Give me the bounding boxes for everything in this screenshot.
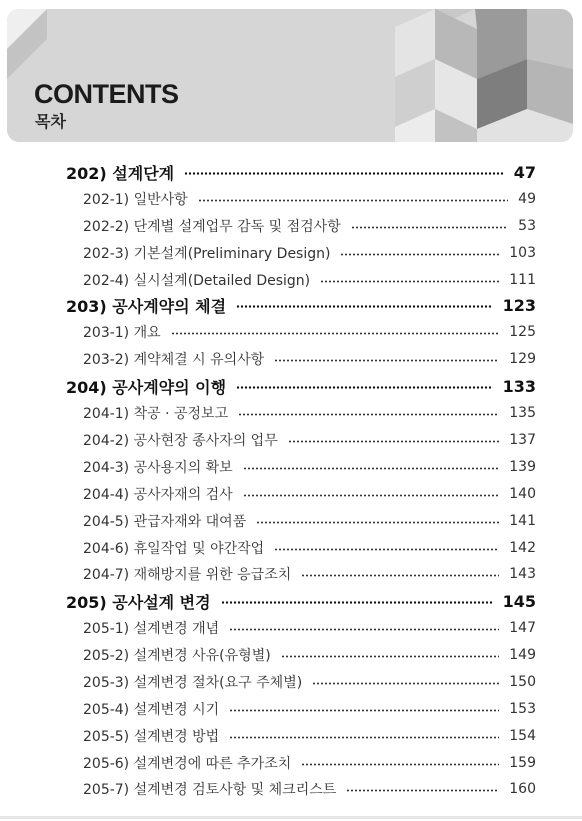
- toc-section-title: 202-4) 실시설계(Detailed Design): [83, 273, 311, 289]
- dot-leader: [238, 413, 499, 416]
- toc-section-title: 205-2) 설계변경 사유(유형별): [83, 648, 271, 664]
- toc-section[interactable]: [83, 457, 536, 477]
- toc-chapter[interactable]: [66, 590, 536, 613]
- dot-leader: [301, 763, 499, 766]
- toc-chapter-title: 204) 공사계약의 이행: [66, 378, 227, 397]
- toc-page-number: 137: [509, 432, 536, 448]
- contents-header: [7, 9, 573, 142]
- toc-page-number: 149: [509, 647, 536, 663]
- toc-page-number: 125: [509, 324, 536, 340]
- toc-page-number: 153: [509, 701, 536, 717]
- toc-section[interactable]: [83, 618, 536, 638]
- toc-section-title: 205-6) 설계변경에 따른 추가조치: [83, 756, 292, 772]
- page-subtitle: 목차: [35, 112, 66, 131]
- toc-chapter-title: 205) 공사설계 변경: [66, 593, 211, 612]
- toc-section[interactable]: [83, 726, 536, 746]
- toc-section-title: 202-2) 단계별 설계업무 감독 및 점검사항: [83, 219, 341, 235]
- dot-leader: [229, 736, 499, 739]
- toc-section[interactable]: [83, 430, 536, 450]
- dot-leader: [274, 548, 499, 551]
- dot-leader: [243, 467, 500, 470]
- toc-section-title: 202-3) 기본설계(Preliminary Design): [83, 246, 331, 262]
- toc-page-number: 147: [509, 620, 536, 636]
- dot-leader: [198, 199, 508, 202]
- footer-divider: [0, 816, 582, 819]
- toc-page-number: 150: [509, 674, 536, 690]
- dot-leader: [184, 172, 504, 175]
- dot-leader: [221, 601, 493, 604]
- toc-chapter[interactable]: [66, 294, 536, 317]
- toc-section-title: 204-6) 휴일작업 및 야간작업: [83, 541, 265, 557]
- toc-section[interactable]: [83, 484, 536, 504]
- dot-leader: [312, 682, 499, 685]
- toc-page-number: 140: [509, 486, 536, 502]
- toc-section[interactable]: [83, 779, 536, 799]
- dot-leader: [236, 386, 493, 389]
- toc-section[interactable]: [83, 270, 536, 290]
- toc-section-title: 204-1) 착공 · 공정보고: [83, 406, 229, 422]
- toc-section[interactable]: [83, 753, 536, 773]
- toc-page-number: 139: [509, 459, 536, 475]
- toc-section-title: 203-2) 계약체결 시 유의사항: [83, 352, 265, 368]
- toc-chapter-title: 203) 공사계약의 체결: [66, 297, 227, 316]
- toc-section[interactable]: [83, 699, 536, 719]
- dot-leader: [340, 253, 499, 256]
- toc-chapter[interactable]: [66, 375, 536, 398]
- toc-section[interactable]: [83, 322, 536, 342]
- toc-section[interactable]: [83, 511, 536, 531]
- toc-section[interactable]: [83, 189, 536, 209]
- dot-leader: [351, 226, 508, 229]
- toc-page-number: 129: [509, 351, 536, 367]
- toc-section[interactable]: [83, 243, 536, 263]
- dot-leader: [274, 359, 499, 362]
- toc-section-title: 205-1) 설계변경 개념: [83, 621, 220, 637]
- dot-leader: [229, 628, 499, 631]
- toc-page-number: 133: [502, 377, 536, 396]
- toc-section[interactable]: [83, 672, 536, 692]
- dot-leader: [256, 521, 499, 524]
- toc-section[interactable]: [83, 403, 536, 423]
- toc-chapter[interactable]: [66, 161, 536, 184]
- dot-leader: [288, 440, 500, 443]
- toc-section-title: 205-7) 설계변경 검토사항 및 체크리스트: [83, 782, 337, 798]
- page-title: CONTENTS: [34, 79, 179, 109]
- toc-page-number: 143: [509, 566, 536, 582]
- toc-page-number: 111: [509, 272, 536, 288]
- toc-page-number: 141: [509, 513, 536, 529]
- dot-leader: [320, 280, 499, 283]
- toc-section[interactable]: [83, 645, 536, 665]
- toc-section-title: 204-3) 공사용지의 확보: [83, 460, 233, 476]
- dot-leader: [301, 574, 499, 577]
- toc-page-number: 49: [518, 191, 536, 207]
- toc-section[interactable]: [83, 349, 536, 369]
- dot-leader: [243, 494, 500, 497]
- toc-section-title: 205-3) 설계변경 절차(요구 주체별): [83, 675, 303, 691]
- toc-section-title: 205-5) 설계변경 방법: [83, 729, 220, 745]
- dot-leader: [236, 305, 493, 308]
- toc-chapter-title: 202) 설계단계: [66, 164, 175, 183]
- toc-page-number: 160: [509, 781, 536, 797]
- toc-section-title: 204-5) 관급자재와 대여품: [83, 514, 247, 530]
- toc-section-title: 202-1) 일반사항: [83, 192, 188, 208]
- dot-leader: [229, 709, 499, 712]
- dot-leader: [281, 655, 500, 658]
- decorative-pattern: [7, 9, 573, 142]
- toc-section-title: 204-2) 공사현장 종사자의 업무: [83, 433, 278, 449]
- toc-section-title: 205-4) 설계변경 시기: [83, 702, 220, 718]
- toc-page-number: 135: [509, 405, 536, 421]
- toc-page-number: 103: [509, 245, 536, 261]
- toc-section-title: 203-1) 개요: [83, 325, 161, 341]
- toc-page-number: 145: [502, 592, 536, 611]
- toc-page-number: 142: [509, 540, 536, 556]
- toc-section-title: 204-4) 공사자재의 검사: [83, 487, 233, 503]
- toc-page-number: 47: [513, 163, 536, 182]
- toc-page-number: 53: [518, 218, 536, 234]
- toc-page-number: 123: [502, 296, 536, 315]
- dot-leader: [171, 332, 500, 335]
- dot-leader: [346, 789, 499, 792]
- toc-section-title: 204-7) 재해방지를 위한 응급조치: [83, 567, 292, 583]
- toc-section[interactable]: [83, 538, 536, 558]
- toc-section[interactable]: [83, 216, 536, 236]
- toc-section[interactable]: [83, 564, 536, 584]
- toc-page-number: 154: [509, 728, 536, 744]
- toc-page-number: 159: [509, 755, 536, 771]
